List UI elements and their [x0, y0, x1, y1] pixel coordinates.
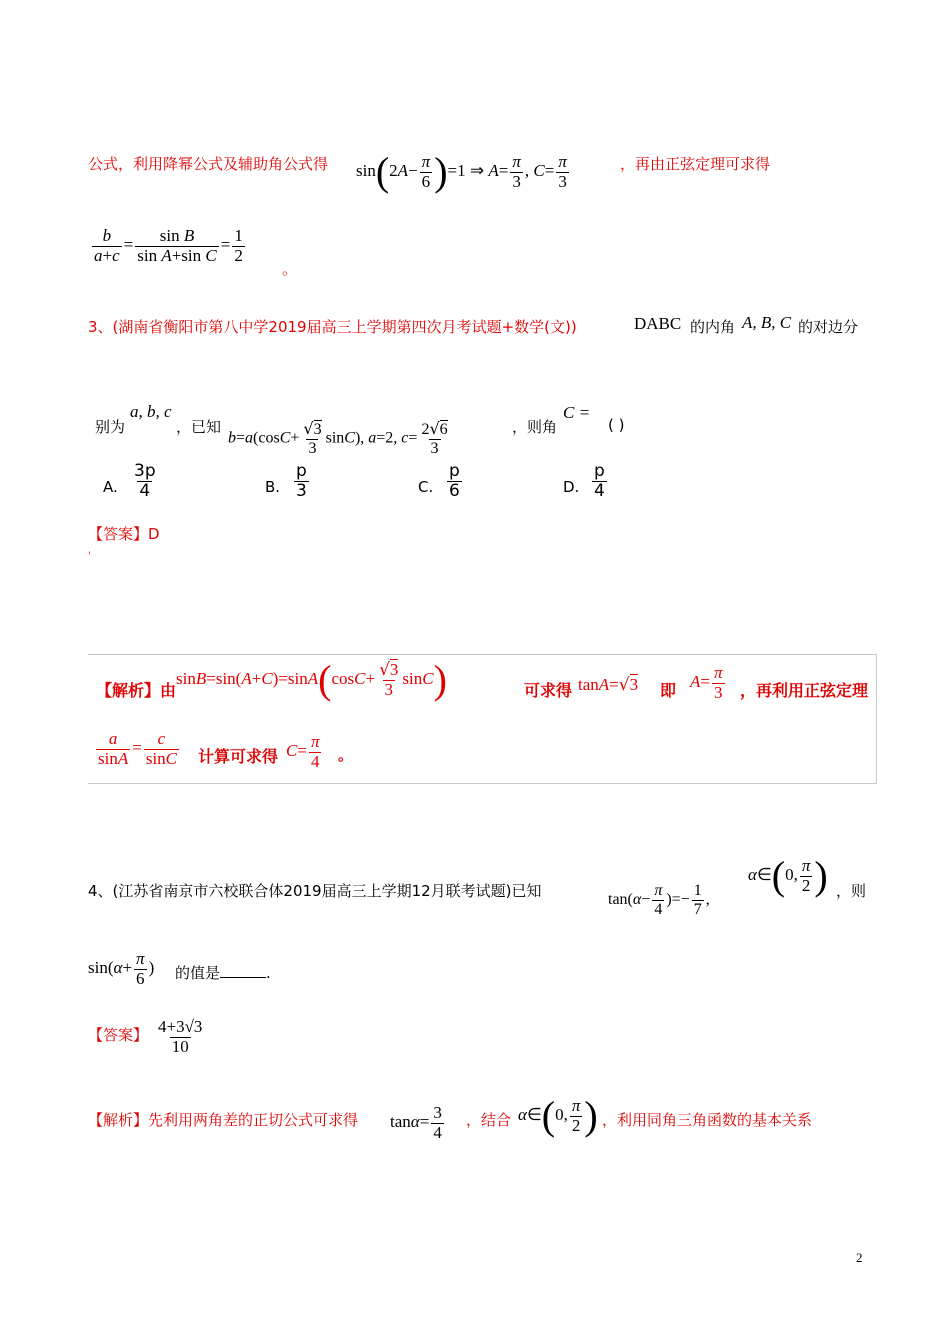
q3-line2-b: ，已知: [176, 418, 222, 436]
q4-answer-value: $\frac{4+3√3}{10}$: [158, 1017, 203, 1056]
q3-analysis-formula-2: $\frac{a}{\sin A}$ = $\frac{c}{\sin C}$: [98, 729, 178, 768]
q3-analysis-text-e: 计算可求得: [198, 747, 279, 766]
option-c-value: $\frac{p}{6}$: [449, 461, 460, 501]
q3-analysis-end: 。: [338, 746, 354, 764]
q4-analysis-text-a: 【解析】先利用两角差的正切公式可求得: [88, 1111, 359, 1129]
option-b-value: $\frac{p}{3}$: [296, 461, 307, 501]
q3-side-vars: a, b, c: [130, 402, 172, 421]
q3-ask-var: C =: [563, 403, 591, 422]
q3-analysis-text-b: 可求得: [524, 681, 573, 700]
q4-heading: 4、(江苏省南京市六校联合体2019届高三上学期12月联考试题)已知: [88, 882, 542, 900]
option-d-value: $\frac{p}{4}$: [594, 461, 605, 501]
option-b-label: B.: [265, 478, 281, 496]
q3-line2-a: 别为: [95, 418, 126, 436]
q3-answer-paren: ( ): [608, 416, 625, 434]
q3-heading: 3、(湖南省衡阳市第八中学2019届高三上学期第四次月考试题+数学(文)): [88, 318, 577, 336]
q4-heading-b: ，则: [836, 882, 867, 900]
q2-text-1: 公式，利用降幂公式及辅助角公式得: [88, 155, 329, 173]
q4-analysis-range: α∈(0, $\frac{\pi}{2}$ ): [518, 1093, 598, 1138]
q2-tail: 。: [282, 260, 298, 278]
q3-heading-b: 的内角: [690, 318, 736, 336]
q3-heading-c: 的对边分: [798, 318, 859, 336]
q3-analysis-a-value: A= $\frac{\pi}{3}$: [690, 663, 723, 702]
q4-answer-label: 【答案】: [88, 1026, 149, 1044]
option-a-label: A.: [103, 478, 118, 496]
q3-analysis-label: 【解析】由: [96, 681, 177, 700]
q2-formula-1: sin(2A− $\frac{\pi}{6}$ )=1 ⇒ A= $\frac{\pi}{3}$ , C= $\frac{\pi}{3}$: [356, 149, 567, 194]
q4-given-tan: tan(α− $\frac{\pi}{4}$ )=− $\frac{1}{7}$ ,: [608, 882, 710, 918]
q3-angle-vars: A, B, C: [742, 313, 792, 332]
q3-answer: 【答案】D: [88, 525, 160, 543]
page-number: 2: [856, 1250, 863, 1265]
q4-ask-formula: sin(α+ $\frac{\pi}{6}$ ): [88, 949, 155, 988]
answer-blank[interactable]: [220, 963, 266, 978]
q3-triangle: DABC: [634, 314, 682, 333]
q3-line2-c: ，则角: [512, 418, 558, 436]
q2-text-2: ，再由正弦定理可求得: [620, 155, 771, 173]
q3-options: [100, 462, 640, 512]
q4-analysis-text-b: ，结合: [466, 1111, 512, 1129]
q3-analysis-c-value: C= $\frac{\pi}{4}$: [286, 732, 320, 771]
stray-mark: ': [88, 551, 91, 562]
option-a-value: $\frac{3p}{4}$: [134, 461, 156, 501]
q4-analysis-text-c: ，利用同角三角函数的基本关系: [602, 1111, 813, 1129]
q3-analysis-text-c: 即: [660, 681, 677, 700]
q4-ask-text: 的值是 .: [175, 964, 271, 982]
q3-analysis-formula-1: sinB=sin(A+C)=sinA(cosC+ $\frac{√3}{3}$ sinC): [176, 657, 447, 702]
q4-analysis-tan: tanα= $\frac{3}{4}$: [390, 1103, 442, 1142]
q3-analysis-text-d: ，再利用正弦定理: [740, 681, 869, 700]
option-d-label: D.: [563, 478, 580, 496]
q3-analysis-tan: tanA=√3: [578, 675, 639, 695]
q2-formula-2: $\frac{b}{a+c}$ = $\frac{\text{sin B}}{\text{sin A+sin C}}$ = $\frac{1}{2}$: [94, 226, 243, 265]
q4-given-range: α∈(0, $\frac{\pi}{2}$ ): [748, 853, 828, 898]
q3-given-formula: b=a(cosC+ $\frac{√3}{3}$ sinC), a=2, c= $\frac{2√6}{3}$: [228, 419, 448, 457]
option-c-label: C.: [418, 478, 434, 496]
